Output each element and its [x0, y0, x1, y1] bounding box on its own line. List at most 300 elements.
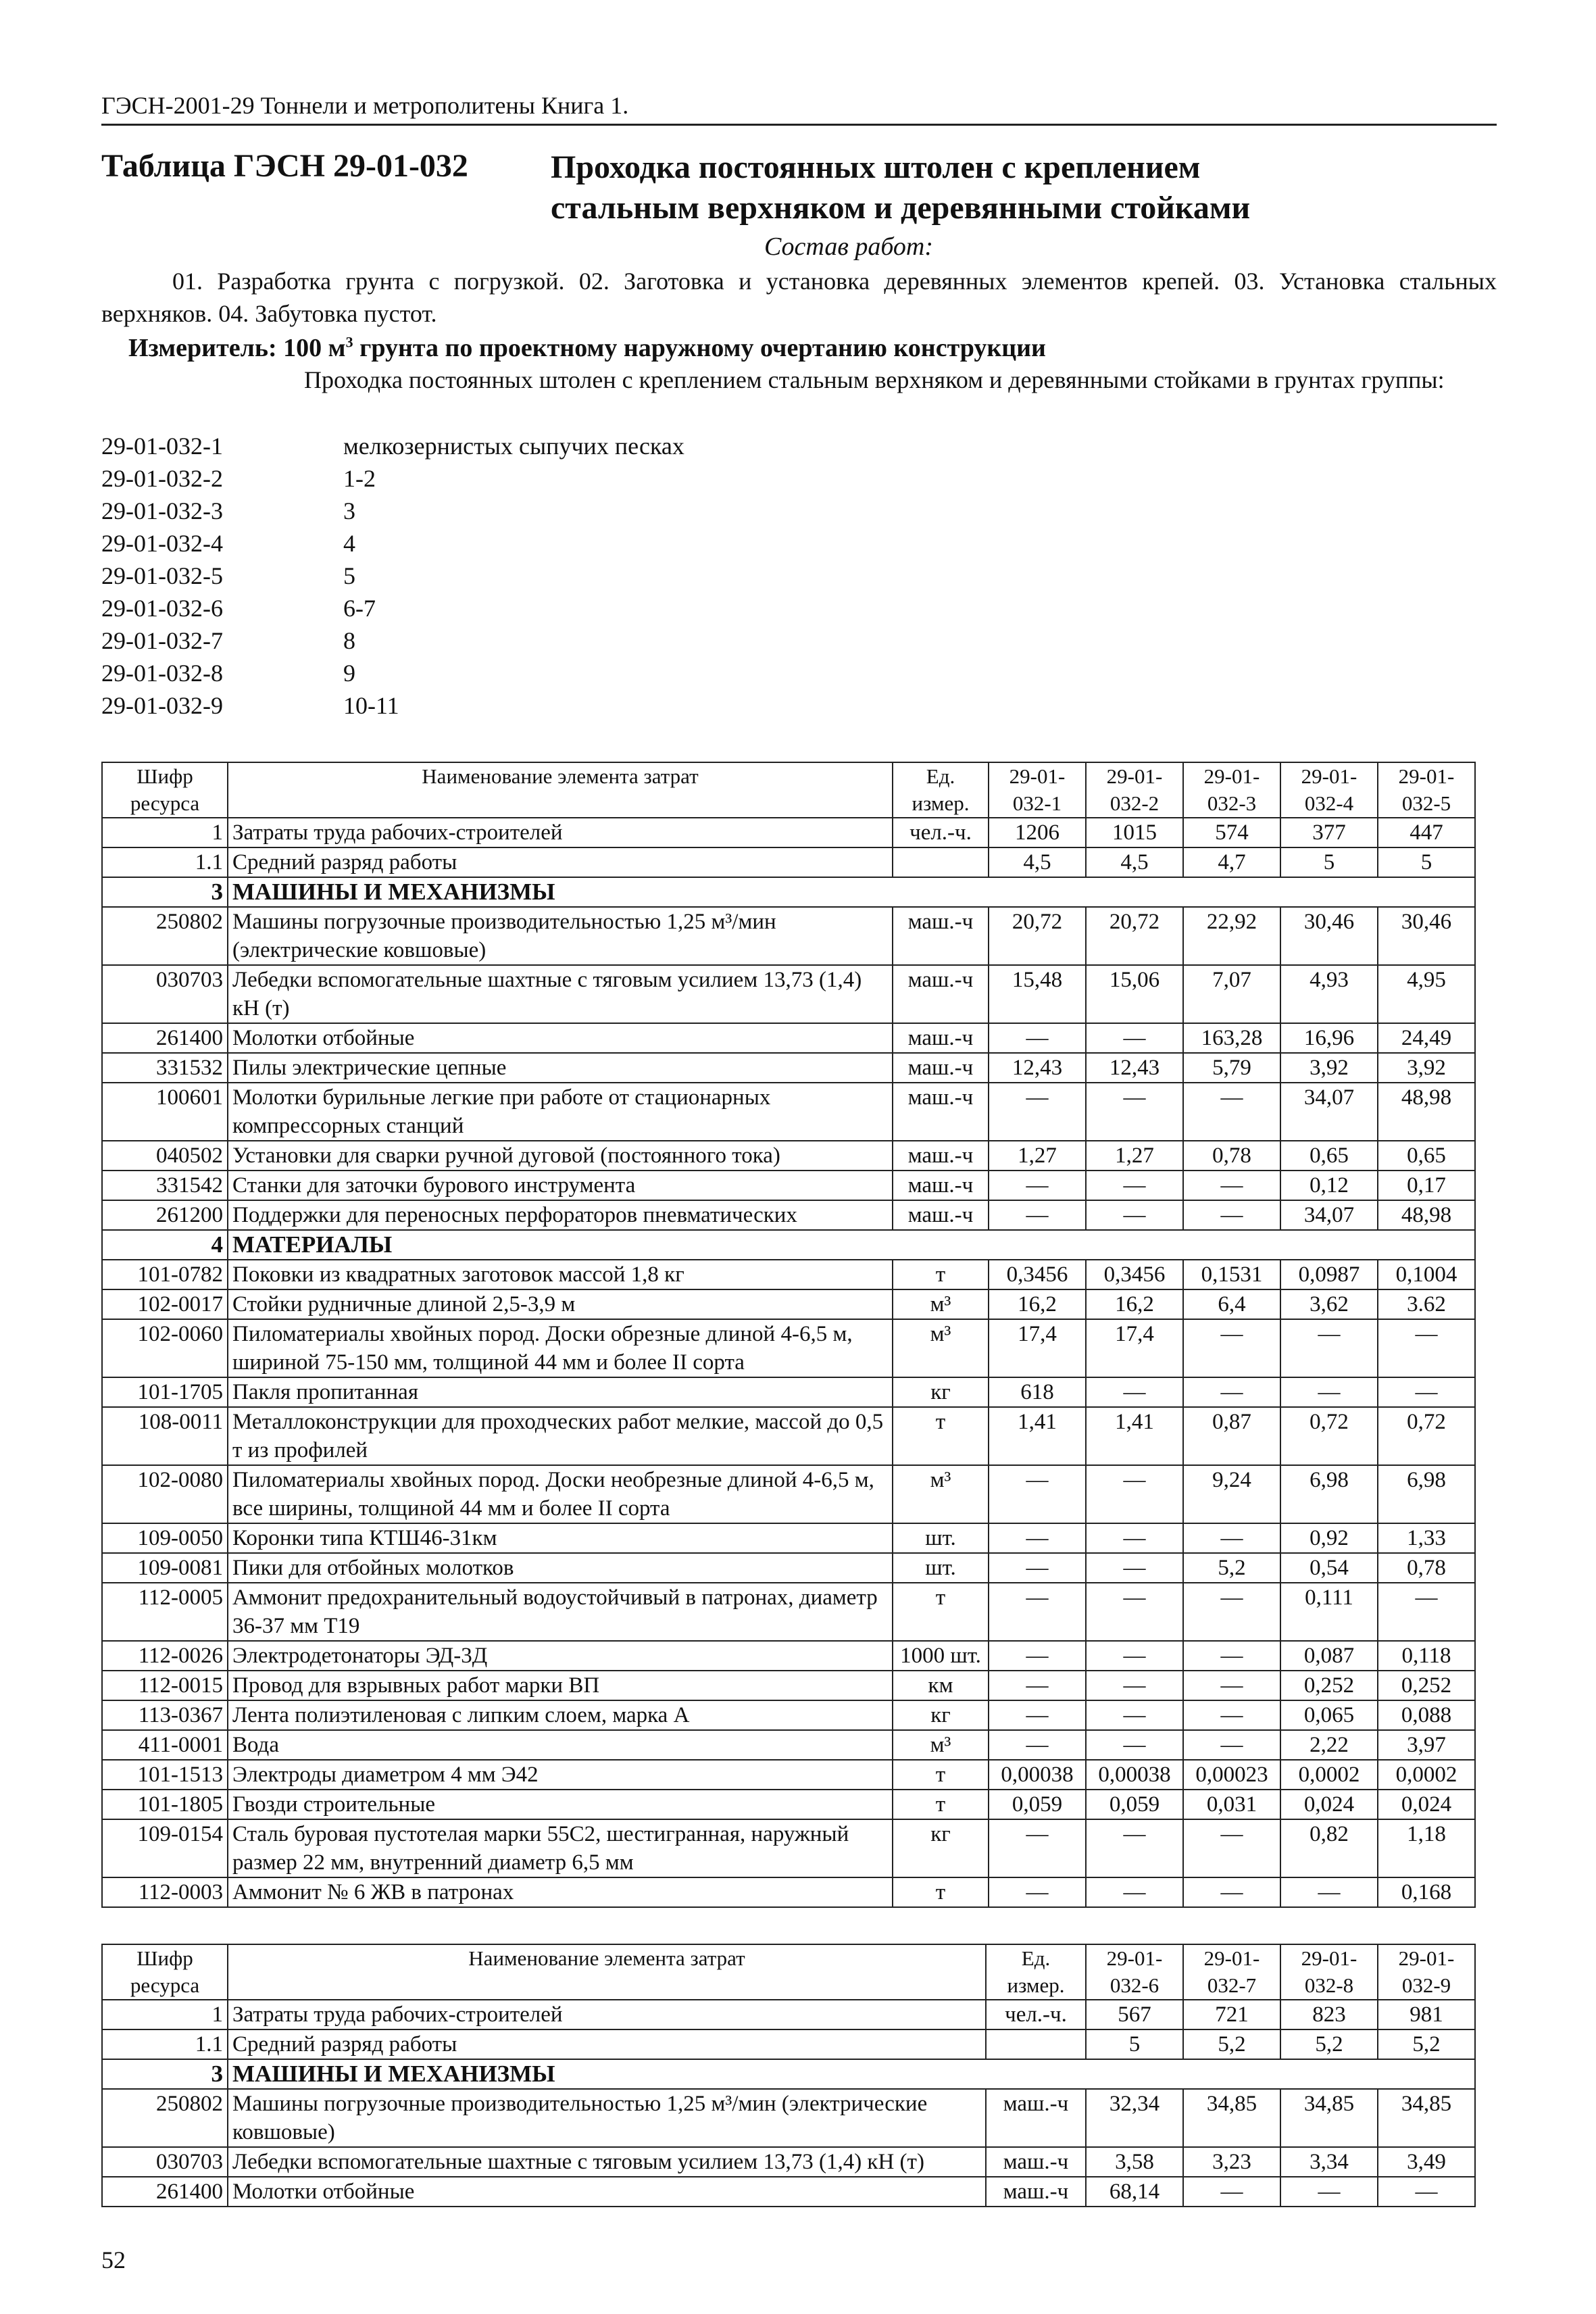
value-cell: — — [1183, 1200, 1280, 1230]
value-cell: — — [989, 1023, 1086, 1053]
resource-code: 331542 — [102, 1171, 228, 1200]
resource-name: Аммонит предохранительный водоустойчивый в патронах, диаметр 36-37 мм Т19 — [228, 1583, 893, 1641]
table-row — [102, 1023, 1475, 1053]
value-cell: 981 — [1378, 2000, 1475, 2029]
unit-cell: шт. — [893, 1553, 989, 1583]
resource-code: 1.1 — [102, 2029, 228, 2059]
value-cell: 34,07 — [1280, 1083, 1378, 1141]
table-row — [102, 1377, 1475, 1407]
value-cell: 1015 — [1086, 818, 1183, 847]
unit-cell: шт. — [893, 1523, 989, 1553]
value-cell: 0,0002 — [1280, 1760, 1378, 1790]
resource-code: 331532 — [102, 1053, 228, 1083]
resource-name: Пики для отбойных молотков — [228, 1553, 893, 1583]
value-cell: 163,28 — [1183, 1023, 1280, 1053]
code-list-group: 4 — [343, 530, 355, 557]
intro-text: Проходка постоянных штолен с креплением стальным верхняком и деревянными стойками в грунтах группы: — [304, 366, 1445, 393]
table-row — [102, 847, 1475, 877]
value-cell: 5,79 — [1183, 1053, 1280, 1083]
resource-name: Пиломатериалы хвойных пород. Доски обрезные длиной 4-6,5 м, шириной 75-150 мм, толщиной 44 мм и более II сорта — [228, 1319, 893, 1377]
value-cell: 15,06 — [1086, 965, 1183, 1023]
resource-code: 109-0154 — [102, 1819, 228, 1877]
value-cell: — — [1086, 1200, 1183, 1230]
value-cell: 1,41 — [1086, 1407, 1183, 1465]
value-cell: 16,2 — [1086, 1289, 1183, 1319]
value-cell: — — [1086, 1171, 1183, 1200]
resource-name: Поковки из квадратных заготовок массой 1,8 кг — [228, 1260, 893, 1289]
value-cell: 5 — [1086, 2029, 1183, 2059]
composition-text: 01. Разработка грунта с погрузкой. 02. Заготовка и установка деревянных элементов крепей. 03. Установка стальных верхняков. 04. Забутовка пустот. — [101, 268, 1497, 327]
value-cell: — — [1280, 1377, 1378, 1407]
code-list — [101, 430, 684, 722]
value-cell: 574 — [1183, 818, 1280, 847]
value-cell: — — [1280, 2177, 1378, 2207]
value-cell: 20,72 — [1086, 907, 1183, 965]
value-cell: 0,168 — [1378, 1877, 1475, 1907]
value-cell: 4,7 — [1183, 847, 1280, 877]
unit-cell — [986, 2029, 1086, 2059]
value-cell: 0,00038 — [989, 1760, 1086, 1790]
value-cell: — — [989, 1171, 1086, 1200]
resource-name: Молотки отбойные — [228, 2177, 986, 2207]
table-row — [102, 1465, 1475, 1523]
value-cell: 48,98 — [1378, 1200, 1475, 1230]
value-cell: 3,58 — [1086, 2147, 1183, 2177]
unit-cell: т — [893, 1877, 989, 1907]
table-row — [102, 1319, 1475, 1377]
resource-name: Средний разряд работы — [228, 847, 893, 877]
resource-name: Электроды диаметром 4 мм Э42 — [228, 1760, 893, 1790]
column-header: Шифр ресурса — [102, 762, 228, 818]
resource-name: Провод для взрывных работ марки ВП — [228, 1671, 893, 1700]
value-cell: 0,3456 — [989, 1260, 1086, 1289]
resource-name: МАШИНЫ И МЕХАНИЗМЫ — [228, 2059, 1475, 2089]
value-cell: 12,43 — [1086, 1053, 1183, 1083]
unit-cell: т — [893, 1583, 989, 1641]
meter-sup: 3 — [345, 333, 353, 351]
column-header: Шифр ресурса — [102, 1944, 228, 2000]
value-cell: 1,18 — [1378, 1819, 1475, 1877]
resource-name: Молотки бурильные легкие при работе от стационарных компрессорных станций — [228, 1083, 893, 1141]
resource-code: 101-1513 — [102, 1760, 228, 1790]
table-row — [102, 2177, 1475, 2207]
unit-cell: маш.-ч — [893, 1141, 989, 1171]
value-cell: 0,111 — [1280, 1583, 1378, 1641]
code-list-code: 29-01-032-4 — [101, 530, 223, 557]
code-list-group: 3 — [343, 497, 355, 524]
unit-cell: маш.-ч — [893, 1200, 989, 1230]
value-cell: 32,34 — [1086, 2089, 1183, 2147]
value-cell: 3,92 — [1378, 1053, 1475, 1083]
value-cell: — — [1183, 2177, 1280, 2207]
value-cell: 48,98 — [1378, 1083, 1475, 1141]
value-cell: 4,5 — [1086, 847, 1183, 877]
value-cell: 6,98 — [1378, 1465, 1475, 1523]
resource-name: Вода — [228, 1730, 893, 1760]
resource-code: 109-0081 — [102, 1553, 228, 1583]
value-cell: 0,252 — [1378, 1671, 1475, 1700]
value-cell: 7,07 — [1183, 965, 1280, 1023]
value-cell: 618 — [989, 1377, 1086, 1407]
value-cell: 0,252 — [1280, 1671, 1378, 1700]
resource-code: 112-0015 — [102, 1671, 228, 1700]
value-cell: 24,49 — [1378, 1023, 1475, 1053]
section-row — [102, 2059, 1475, 2089]
value-cell: 0,65 — [1378, 1141, 1475, 1171]
value-cell: 0,00023 — [1183, 1760, 1280, 1790]
code-list-item — [101, 495, 684, 527]
value-cell: 15,48 — [989, 965, 1086, 1023]
value-cell: 0,118 — [1378, 1641, 1475, 1671]
value-cell: 12,43 — [989, 1053, 1086, 1083]
value-cell: — — [1183, 1730, 1280, 1760]
resource-code: 112-0005 — [102, 1583, 228, 1641]
unit-cell: маш.-ч — [893, 1171, 989, 1200]
value-cell: — — [989, 1200, 1086, 1230]
value-cell: 0,087 — [1280, 1641, 1378, 1671]
value-cell: 4,95 — [1378, 965, 1475, 1023]
table-row — [102, 1730, 1475, 1760]
value-cell: — — [989, 1877, 1086, 1907]
value-cell: — — [989, 1641, 1086, 1671]
value-cell: — — [1086, 1730, 1183, 1760]
code-list-group: 9 — [343, 660, 355, 687]
value-cell: — — [1183, 1671, 1280, 1700]
resource-code: 101-1805 — [102, 1790, 228, 1819]
table-title — [551, 147, 1250, 228]
value-cell: — — [1183, 1523, 1280, 1553]
value-cell: 6,98 — [1280, 1465, 1378, 1523]
value-cell: 3,62 — [1280, 1289, 1378, 1319]
resource-code: 109-0050 — [102, 1523, 228, 1553]
resource-table-1 — [101, 762, 1476, 1908]
table-row — [102, 2029, 1475, 2059]
unit-cell: м³ — [893, 1730, 989, 1760]
value-cell: 17,4 — [989, 1319, 1086, 1377]
value-cell: 0,065 — [1280, 1700, 1378, 1730]
table-row — [102, 2147, 1475, 2177]
section-row — [102, 877, 1475, 907]
value-cell: 823 — [1280, 2000, 1378, 2029]
code-list-item — [101, 689, 684, 722]
unit-cell: м³ — [893, 1465, 989, 1523]
value-cell: 4,93 — [1280, 965, 1378, 1023]
unit-cell: т — [893, 1760, 989, 1790]
value-cell: — — [1183, 1700, 1280, 1730]
value-cell: 5,2 — [1183, 1553, 1280, 1583]
resource-name: Гвозди строительные — [228, 1790, 893, 1819]
table-1-header-row — [102, 762, 1475, 818]
value-cell: — — [989, 1553, 1086, 1583]
value-cell: — — [1086, 1877, 1183, 1907]
code-list-code: 29-01-032-8 — [101, 660, 223, 687]
resource-code: 030703 — [102, 2147, 228, 2177]
value-cell: — — [989, 1523, 1086, 1553]
unit-cell: маш.-ч — [893, 907, 989, 965]
value-cell: 68,14 — [1086, 2177, 1183, 2207]
resource-code: 4 — [102, 1230, 228, 1260]
value-cell: 5,2 — [1183, 2029, 1280, 2059]
unit-cell: чел.-ч. — [986, 2000, 1086, 2029]
resource-name: Электродетонаторы ЭД-3Д — [228, 1641, 893, 1671]
value-cell: 0,54 — [1280, 1553, 1378, 1583]
resource-name: Пиломатериалы хвойных пород. Доски необрезные длиной 4-6,5 м, все ширины, толщиной 44 мм и более II сорта — [228, 1465, 893, 1523]
unit-cell: т — [893, 1407, 989, 1465]
code-list-item — [101, 560, 684, 592]
resource-name: Пилы электрические цепные — [228, 1053, 893, 1083]
value-cell: — — [989, 1819, 1086, 1877]
unit-cell: маш.-ч — [893, 1023, 989, 1053]
value-cell: — — [1183, 1641, 1280, 1671]
code-list-group: 6-7 — [343, 595, 376, 622]
column-header: 29-01-032-2 — [1086, 762, 1183, 818]
table-row — [102, 1790, 1475, 1819]
resource-code: 112-0026 — [102, 1641, 228, 1671]
section-row — [102, 1230, 1475, 1260]
value-cell: 3,92 — [1280, 1053, 1378, 1083]
table-row — [102, 1141, 1475, 1171]
value-cell: — — [1086, 1465, 1183, 1523]
value-cell: 0,1004 — [1378, 1260, 1475, 1289]
value-cell: 0,92 — [1280, 1523, 1378, 1553]
value-cell: 34,85 — [1280, 2089, 1378, 2147]
column-header: Наименование элемента затрат — [228, 762, 893, 818]
value-cell: 5,2 — [1378, 2029, 1475, 2059]
value-cell: 5 — [1378, 847, 1475, 877]
value-cell: 0,031 — [1183, 1790, 1280, 1819]
code-list-group: 5 — [343, 562, 355, 589]
table-row — [102, 1200, 1475, 1230]
value-cell: 447 — [1378, 818, 1475, 847]
value-cell: — — [1086, 1671, 1183, 1700]
code-list-group: 1-2 — [343, 465, 376, 492]
value-cell: 34,07 — [1280, 1200, 1378, 1230]
value-cell: — — [989, 1700, 1086, 1730]
unit-cell: маш.-ч — [986, 2089, 1086, 2147]
resource-code: 261400 — [102, 2177, 228, 2207]
value-cell: — — [1183, 1583, 1280, 1641]
column-header: Ед. измер. — [986, 1944, 1086, 2000]
unit-cell: км — [893, 1671, 989, 1700]
table-row — [102, 818, 1475, 847]
running-header: ГЭСН-2001-29 Тоннели и метрополитены Книга 1. — [101, 91, 1497, 126]
resource-code: 102-0060 — [102, 1319, 228, 1377]
code-list-item — [101, 430, 684, 462]
value-cell: 3,97 — [1378, 1730, 1475, 1760]
code-list-item — [101, 624, 684, 657]
resource-code: 3 — [102, 2059, 228, 2089]
value-cell: — — [1183, 1083, 1280, 1141]
value-cell: 0,3456 — [1086, 1260, 1183, 1289]
code-list-code: 29-01-032-6 — [101, 595, 223, 622]
value-cell: 1,27 — [1086, 1141, 1183, 1171]
meter-suffix: грунта по проектному наружному очертанию конструкции — [353, 334, 1046, 362]
resource-code: 1 — [102, 818, 228, 847]
table-row — [102, 1760, 1475, 1790]
value-cell: 0,72 — [1280, 1407, 1378, 1465]
resource-name: Поддержки для переносных перфораторов пневматических — [228, 1200, 893, 1230]
value-cell: 9,24 — [1183, 1465, 1280, 1523]
code-list-item — [101, 592, 684, 624]
table-row — [102, 1700, 1475, 1730]
value-cell: — — [1086, 1641, 1183, 1671]
code-list-code: 29-01-032-9 — [101, 692, 223, 719]
value-cell: 0,059 — [1086, 1790, 1183, 1819]
value-cell: 1,27 — [989, 1141, 1086, 1171]
code-list-code: 29-01-032-3 — [101, 497, 223, 524]
table-row — [102, 1407, 1475, 1465]
value-cell: 34,85 — [1378, 2089, 1475, 2147]
unit-cell — [893, 847, 989, 877]
resource-table-2 — [101, 1944, 1476, 2207]
value-cell: — — [1378, 1583, 1475, 1641]
value-cell: 16,2 — [989, 1289, 1086, 1319]
code-list-code: 29-01-032-2 — [101, 465, 223, 492]
value-cell: — — [1378, 2177, 1475, 2207]
value-cell: 3.62 — [1378, 1289, 1475, 1319]
value-cell: — — [1183, 1819, 1280, 1877]
code-list-item — [101, 462, 684, 495]
column-header: 29-01-032-7 — [1183, 1944, 1280, 2000]
value-cell: — — [1086, 1083, 1183, 1141]
resource-name: Лебедки вспомогательные шахтные с тяговым усилием 13,73 (1,4) кН (т) — [228, 2147, 986, 2177]
value-cell: — — [1086, 1553, 1183, 1583]
value-cell: 0,78 — [1183, 1141, 1280, 1171]
table-row — [102, 965, 1475, 1023]
resource-code: 040502 — [102, 1141, 228, 1171]
value-cell: 1,33 — [1378, 1523, 1475, 1553]
table-title-line-2: стальным верхняком и деревянными стойками — [551, 190, 1251, 226]
value-cell: — — [1183, 1877, 1280, 1907]
table-row — [102, 1260, 1475, 1289]
value-cell: 0,78 — [1378, 1553, 1475, 1583]
table-row — [102, 1583, 1475, 1641]
value-cell: 0,1531 — [1183, 1260, 1280, 1289]
resource-name: Установки для сварки ручной дуговой (постоянного тока) — [228, 1141, 893, 1171]
value-cell: 0,17 — [1378, 1171, 1475, 1200]
table-row — [102, 1819, 1475, 1877]
value-cell: 0,00038 — [1086, 1760, 1183, 1790]
value-cell: — — [1183, 1319, 1280, 1377]
value-cell: 20,72 — [989, 907, 1086, 965]
value-cell: 2,22 — [1280, 1730, 1378, 1760]
code-list-item — [101, 527, 684, 560]
value-cell: — — [1280, 1319, 1378, 1377]
unit-cell: т — [893, 1790, 989, 1819]
value-cell: 16,96 — [1280, 1023, 1378, 1053]
value-cell: — — [1378, 1377, 1475, 1407]
column-header: 29-01-032-3 — [1183, 762, 1280, 818]
resource-code: 1 — [102, 2000, 228, 2029]
table-row — [102, 1083, 1475, 1141]
unit-cell: чел.-ч. — [893, 818, 989, 847]
value-cell: — — [1086, 1583, 1183, 1641]
value-cell: 5,2 — [1280, 2029, 1378, 2059]
value-cell: 4,5 — [989, 847, 1086, 877]
unit-cell: маш.-ч — [986, 2147, 1086, 2177]
unit-cell: маш.-ч — [893, 965, 989, 1023]
resource-code: 100601 — [102, 1083, 228, 1141]
resource-name: Машины погрузочные производительностью 1,25 м³/мин (электрические ковшовые) — [228, 907, 893, 965]
column-header: 29-01-032-8 — [1280, 1944, 1378, 2000]
table-row — [102, 1877, 1475, 1907]
value-cell: 0,088 — [1378, 1700, 1475, 1730]
table-row — [102, 1641, 1475, 1671]
unit-cell: маш.-ч — [893, 1083, 989, 1141]
resource-name: Коронки типа КТШ46-31км — [228, 1523, 893, 1553]
value-cell: 721 — [1183, 2000, 1280, 2029]
resource-name: Средний разряд работы — [228, 2029, 986, 2059]
resource-code: 261200 — [102, 1200, 228, 1230]
code-list-group: 10-11 — [343, 692, 399, 719]
value-cell: — — [1086, 1819, 1183, 1877]
resource-name: Машины погрузочные производительностью 1,25 м³/мин (электрические ковшовые) — [228, 2089, 986, 2147]
value-cell: 0,87 — [1183, 1407, 1280, 1465]
value-cell: — — [1378, 1319, 1475, 1377]
value-cell: 1206 — [989, 818, 1086, 847]
resource-code: 030703 — [102, 965, 228, 1023]
table-row — [102, 1553, 1475, 1583]
code-list-code: 29-01-032-7 — [101, 627, 223, 654]
resource-name: МАШИНЫ И МЕХАНИЗМЫ — [228, 877, 1475, 907]
unit-cell: кг — [893, 1700, 989, 1730]
code-list-group: мелкозернистых сыпучих песках — [343, 433, 684, 460]
value-cell: — — [989, 1671, 1086, 1700]
value-cell: — — [1086, 1377, 1183, 1407]
page-number: 52 — [101, 2246, 126, 2273]
column-header: Наименование элемента затрат — [228, 1944, 986, 2000]
value-cell: 377 — [1280, 818, 1378, 847]
table-row — [102, 1171, 1475, 1200]
resource-code: 113-0367 — [102, 1700, 228, 1730]
value-cell: 0,12 — [1280, 1171, 1378, 1200]
value-cell: 0,024 — [1280, 1790, 1378, 1819]
resource-code: 1.1 — [102, 847, 228, 877]
table-row — [102, 1053, 1475, 1083]
resource-name: Металлоконструкции для проходческих работ мелкие, массой до 0,5 т из профилей — [228, 1407, 893, 1465]
unit-cell: кг — [893, 1377, 989, 1407]
resource-code: 102-0080 — [102, 1465, 228, 1523]
unit-cell: т — [893, 1260, 989, 1289]
resource-name: Затраты труда рабочих-строителей — [228, 2000, 986, 2029]
table-row — [102, 2000, 1475, 2029]
resource-code: 250802 — [102, 2089, 228, 2147]
value-cell: 3,34 — [1280, 2147, 1378, 2177]
composition-heading: Состав работ: — [764, 232, 934, 261]
value-cell: — — [989, 1083, 1086, 1141]
unit-cell: кг — [893, 1819, 989, 1877]
value-cell: — — [1183, 1171, 1280, 1200]
code-list-group: 8 — [343, 627, 355, 654]
value-cell: 34,85 — [1183, 2089, 1280, 2147]
value-cell: — — [989, 1583, 1086, 1641]
unit-cell: маш.-ч — [986, 2177, 1086, 2207]
column-header: Ед. измер. — [893, 762, 989, 818]
value-cell: 3,23 — [1183, 2147, 1280, 2177]
value-cell: — — [1086, 1023, 1183, 1053]
resource-name: Станки для заточки бурового инструмента — [228, 1171, 893, 1200]
value-cell: 30,46 — [1378, 907, 1475, 965]
unit-cell: м³ — [893, 1319, 989, 1377]
resource-name: Лебедки вспомогательные шахтные с тяговым усилием 13,73 (1,4) кН (т) — [228, 965, 893, 1023]
resource-code: 108-0011 — [102, 1407, 228, 1465]
value-cell: 0,82 — [1280, 1819, 1378, 1877]
value-cell: 0,024 — [1378, 1790, 1475, 1819]
column-header: 29-01-032-1 — [989, 762, 1086, 818]
unit-cell: маш.-ч — [893, 1053, 989, 1083]
value-cell: 5 — [1280, 847, 1378, 877]
resource-code: 3 — [102, 877, 228, 907]
